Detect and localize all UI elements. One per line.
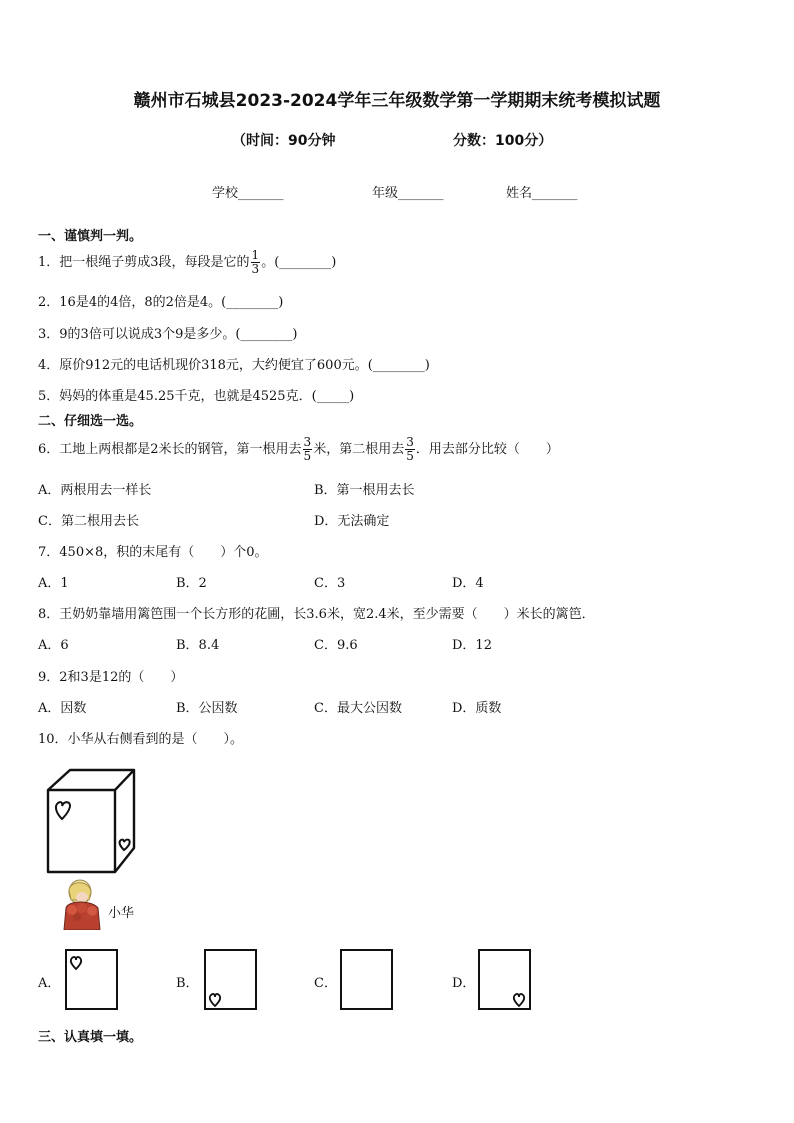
school-field: 学校_______ bbox=[212, 186, 284, 201]
question-10: 10．小华从右侧看到的是（ ）。 bbox=[38, 732, 244, 747]
q8-option-b[interactable]: B．8.4 bbox=[176, 638, 220, 653]
q9-option-a[interactable]: A．因数 bbox=[38, 701, 87, 716]
question-1 bbox=[38, 246, 336, 280]
q6-option-d[interactable]: D．无法确定 bbox=[314, 514, 390, 529]
name-field: 姓名_______ bbox=[506, 186, 578, 201]
q10-option-a-square[interactable] bbox=[65, 949, 119, 1011]
fraction-3-5-first bbox=[303, 436, 313, 463]
fraction-denominator: 5 bbox=[406, 449, 414, 463]
cube-figure bbox=[44, 766, 140, 876]
fraction-numerator: 1 bbox=[251, 248, 260, 262]
cube-top-face bbox=[48, 770, 134, 790]
q6-option-c[interactable]: C．第二根用去长 bbox=[38, 514, 139, 529]
question-8: 8．王奶奶靠墙用篱笆围一个长方形的花圃，长3.6米，宽2.4米，至少需要（ ）米长的篱笆． bbox=[38, 607, 595, 622]
q6-option-a[interactable]: A．两根用去一样长 bbox=[38, 483, 152, 498]
fraction-numerator: 3 bbox=[303, 435, 312, 449]
question-5: 5．妈妈的体重是45.25千克，也就是4525克．(_____) bbox=[38, 389, 355, 404]
q9-option-b[interactable]: B．公因数 bbox=[176, 701, 238, 716]
q10-option-d[interactable]: D． bbox=[452, 976, 476, 991]
q6-option-b[interactable]: B．第一根用去长 bbox=[314, 483, 415, 498]
fraction-numerator: 3 bbox=[406, 435, 414, 449]
exam-score: 分数：100分） bbox=[453, 133, 553, 149]
q9-option-d[interactable]: D．质数 bbox=[452, 701, 502, 716]
q10-option-d-square[interactable] bbox=[478, 949, 532, 1011]
q8-option-a[interactable]: A．6 bbox=[38, 638, 69, 653]
q10-option-c[interactable]: C． bbox=[314, 976, 337, 991]
question-3: 3．9的3倍可以说成3个9是多少。(________) bbox=[38, 327, 298, 342]
question-7: 7．450×8，积的末尾有（ ）个0。 bbox=[38, 545, 268, 560]
question-6-text-a: 6．工地上两根都是2米长的钢管，第一根用去 bbox=[38, 442, 302, 457]
q8-option-c[interactable]: C．9.6 bbox=[314, 638, 358, 653]
q9-option-c[interactable]: C．最大公因数 bbox=[314, 701, 402, 716]
page-title: 赣州市石城县2023-2024学年三年级数学第一学期期末统考模拟试题 bbox=[133, 91, 661, 111]
heart-icon bbox=[71, 957, 81, 969]
fraction-1-3 bbox=[251, 249, 261, 276]
q7-option-a[interactable]: A．1 bbox=[38, 576, 69, 591]
question-1-blank: 。(________) bbox=[261, 255, 337, 270]
question-6-text-c: ．用去部分比较（ ） bbox=[415, 442, 559, 457]
heart-icon bbox=[210, 994, 220, 1006]
question-4: 4．原价912元的电话机现价318元，大约便宜了600元。(________) bbox=[38, 358, 430, 373]
heart-icon bbox=[514, 994, 524, 1006]
xiaohua-person-icon bbox=[58, 878, 108, 930]
q7-option-b[interactable]: B．2 bbox=[176, 576, 207, 591]
q7-option-c[interactable]: C．3 bbox=[314, 576, 346, 591]
heart-icon bbox=[120, 840, 130, 850]
q7-option-d[interactable]: D．4 bbox=[452, 576, 484, 591]
section-2-heading: 二、仔细选一选。 bbox=[38, 414, 143, 429]
grade-field: 年级_______ bbox=[372, 186, 444, 201]
fraction-denominator: 3 bbox=[251, 262, 260, 276]
section-3-heading: 三、认真填一填。 bbox=[38, 1030, 143, 1045]
heart-icon bbox=[56, 802, 70, 819]
section-1-heading: 一、谨慎判一判。 bbox=[38, 229, 143, 244]
question-6 bbox=[38, 432, 559, 468]
q10-option-c-square[interactable] bbox=[340, 949, 394, 1011]
exam-time: （时间：90分钟 bbox=[232, 133, 336, 149]
q10-option-b-square[interactable] bbox=[204, 949, 258, 1011]
xiaohua-label: 小华 bbox=[108, 906, 135, 921]
question-6-text-b: 米，第二根用去 bbox=[313, 442, 405, 457]
q10-option-a[interactable]: A． bbox=[38, 976, 61, 991]
question-2: 2．16是4的4倍，8的2倍是4。(________) bbox=[38, 295, 284, 310]
fraction-denominator: 5 bbox=[303, 449, 312, 463]
q8-option-d[interactable]: D．12 bbox=[452, 638, 492, 653]
fraction-3-5-second bbox=[405, 436, 415, 463]
question-1-text: 1．把一根绳子剪成3段，每段是它的 bbox=[38, 255, 250, 270]
question-9: 9．2和3是12的（ ） bbox=[38, 670, 184, 685]
q10-option-b[interactable]: B． bbox=[176, 976, 199, 991]
